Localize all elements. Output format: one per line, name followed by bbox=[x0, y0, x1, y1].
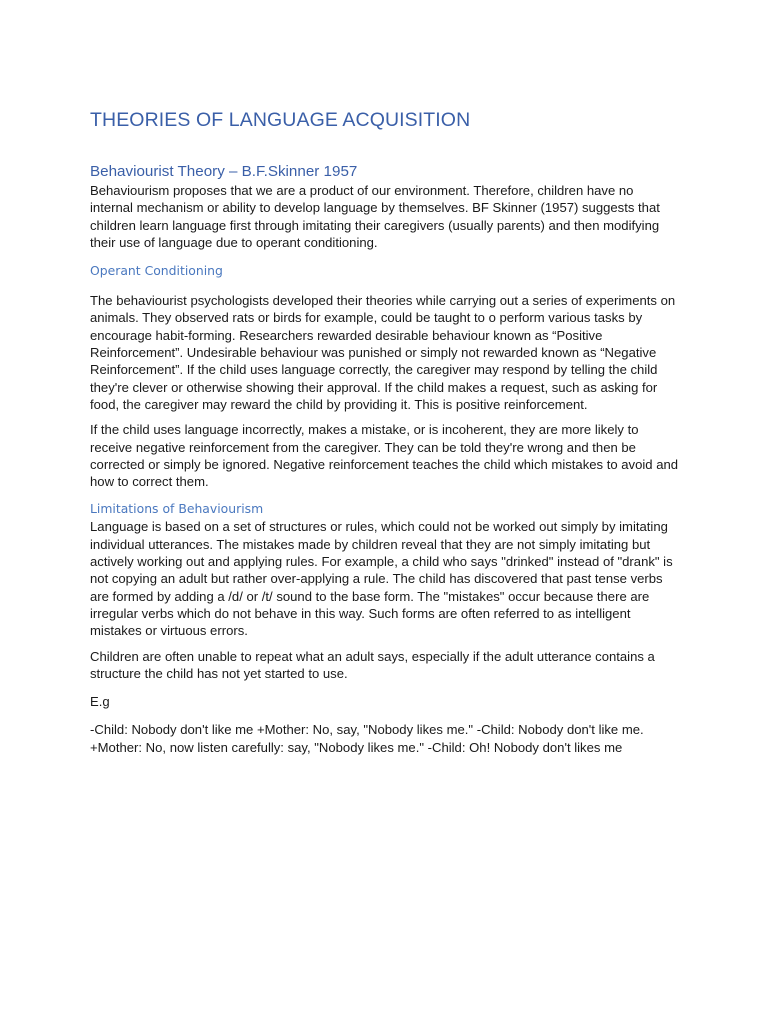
document-title: THEORIES OF LANGUAGE ACQUISITION bbox=[90, 109, 471, 131]
example-dialogue: -Child: Nobody don't like me +Mother: No, say, "Nobody likes me." -Child: Nobody don't like me. +Mother: No, now listen carefully: say, "Nobody likes me." -Child: Oh! Nobody don't likes me bbox=[90, 722, 644, 755]
operant-conditioning-paragraph-2: If the child uses language incorrectly, makes a mistake, or is incoherent, they are more likely to receive negative reinforcement from the caregiver. They can be told they're wrong and then be corrected or simply be ignored. Negative reinforcement teaches the child which mistakes to avoid and how to correct them. bbox=[90, 422, 679, 490]
example-label: E.g bbox=[90, 694, 110, 710]
behaviourism-intro-paragraph: Behaviourism proposes that we are a product of our environment. Therefore, children have no internal mechanism or ability to develop language by themselves. BF Skinner (1957) suggests that children learn language first through imitating their caregivers (usually parents) and then modifying their use of language due to operant conditioning. bbox=[90, 183, 660, 250]
operant-conditioning-paragraph-1: The behaviourist psychologists developed their theories while carrying out a series of experiments on animals. They observed rats or birds for example, could be taught to o perform various tasks by encourage habit-forming. Researchers rewarded desirable behaviour known as “Positive Reinforcement”. Undesirable behaviour was punished or simply not rewarded known as “Negative Reinforcement”. If the child uses language correctly, the caregiver may respond by telling the child they're clever or otherwise showing their approval. If the child makes a request, such as asking for food, the caregiver may reward the child by providing it. This is positive reinforcement. bbox=[90, 293, 676, 412]
document-body bbox=[90, 106, 680, 756]
operant-conditioning-heading: Operant Conditioning bbox=[90, 263, 223, 279]
behaviourist-theory-heading: Behaviourist Theory – B.F.Skinner 1957 bbox=[90, 163, 358, 180]
limitations-paragraph-2: Children are often unable to repeat what an adult says, especially if the adult utterance contains a structure the child has not yet started to use. bbox=[90, 648, 655, 681]
limitations-paragraph-1: Language is based on a set of structures or rules, which could not be worked out simply by imitating individual utterances. The mistakes made by children reveal that they are not simply imitating but actively working out and applying rules. For example, a child who says "drinked" instead of "drank" is not copying an adult but rather over-applying a rule. The child has discovered that past tense verbs are formed by adding a /d/ or /t/ sound to the base form. The "mistakes" occur because there are irregular verbs which do not behave in this way. Such forms are often referred to as intelligent mistakes or virtuous errors. bbox=[90, 519, 673, 639]
limitations-heading: Limitations of Behaviourism bbox=[90, 501, 264, 517]
